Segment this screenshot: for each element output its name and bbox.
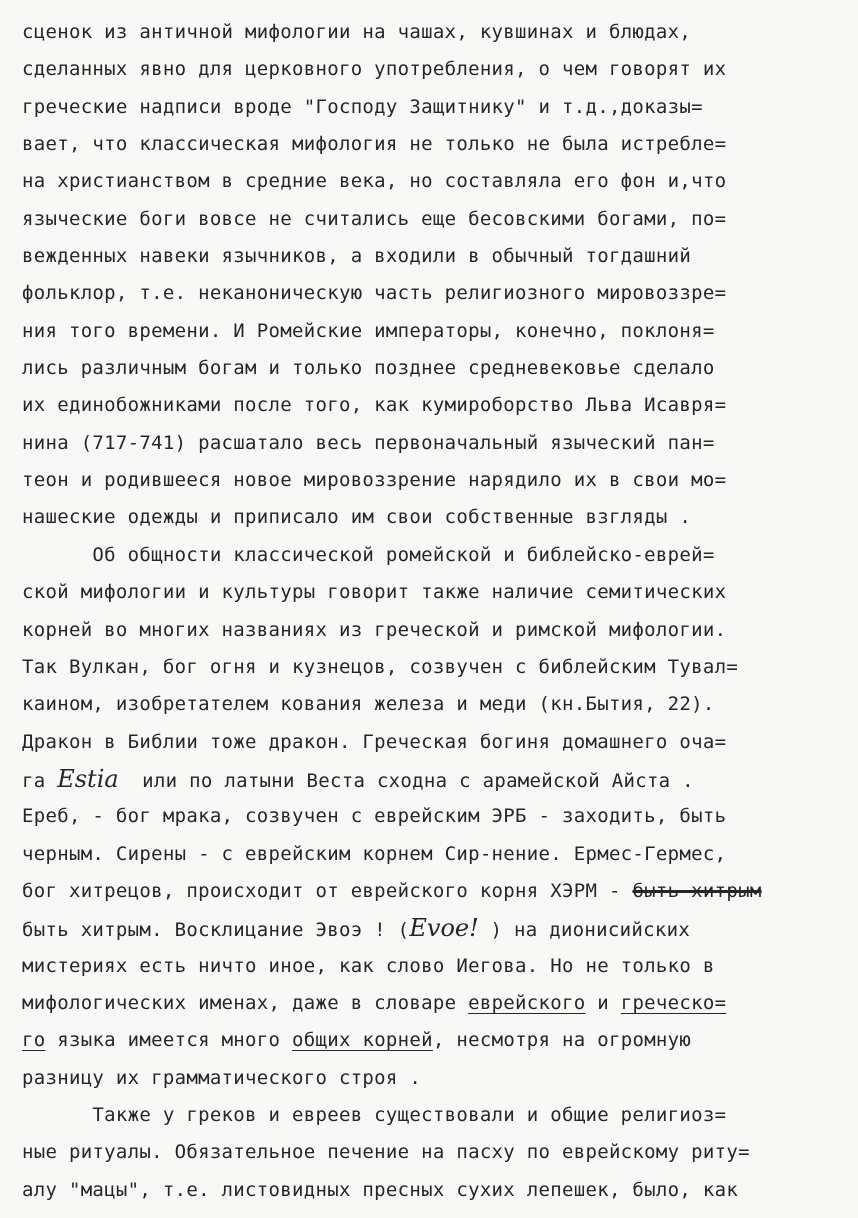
text-line: ской мифологии и культуры говорит также наличие семитических bbox=[22, 581, 727, 604]
text-line: черным. Сирены - с еврейским корнем Сир-нение. Ермес-Гермес, bbox=[22, 842, 727, 865]
text-line: мистериях есть ничто иное, как слово Иегова. Но не только в bbox=[22, 954, 715, 977]
text-line: ные ритуалы. Обязательное печение на пасху по еврейскому риту= bbox=[22, 1141, 750, 1164]
underlined-common-roots: общих корней bbox=[292, 1029, 433, 1052]
underlined-fragment: го bbox=[22, 1029, 46, 1052]
text-line: Дракон в Библии тоже дракон. Греческая богиня домашнего оча= bbox=[22, 730, 727, 753]
hermes-line bbox=[22, 873, 842, 910]
text-fragment: , несмотря на огромную bbox=[432, 1029, 692, 1052]
text-line: алу "мацы", т.е. листовидных пресных сухих лепешек, было, как bbox=[22, 1178, 739, 1201]
text-line: сделанных явно для церковного употребления, о чем говорят их bbox=[22, 58, 727, 81]
text-fragment: быть хитрым. Восклицание Эвоэ ! ( bbox=[22, 919, 410, 942]
text-line: сценок из античной мифологии на чашах, кувшинах и блюдах, bbox=[22, 21, 692, 43]
underlined-greek: греческо= bbox=[620, 991, 727, 1014]
text-line: нина (717-741) расшатало весь первоначальный языческий пан= bbox=[22, 431, 715, 454]
text-line: нашеские одежды и приписало им свои собственные взгляды . bbox=[22, 506, 692, 529]
text-fragment: га bbox=[22, 769, 58, 792]
text-line: греческие надписи вроде "Господу Защитнику" и т.д.,доказы= bbox=[22, 95, 703, 118]
text-line: корней во многих названиях из греческой и римской мифологии. bbox=[22, 618, 727, 641]
text-fragment: бог хитрецов, происходит от еврейского корня ХЭРМ - bbox=[22, 879, 633, 902]
text-line: ния того времени. И Ромейские императоры, конечно, поклоня= bbox=[22, 319, 715, 342]
text-line: на христианством в средние века, но составляла его фон и,что bbox=[22, 170, 727, 193]
vesta-line bbox=[22, 761, 842, 798]
paragraph-start-line: Об общности классической ромейской и библейско-еврей= bbox=[22, 543, 715, 566]
text-line: вежденных навеки язычников, а входили в обычный тогдашний bbox=[22, 245, 692, 268]
text-line: Ереб, - бог мрака, созвучен с еврейским ЭРБ - заходить, быть bbox=[22, 805, 727, 828]
text-line: разницу их грамматического строя . bbox=[22, 1066, 422, 1089]
text-line: их единобожниками после того, как кумироборство Льва Исавря= bbox=[22, 394, 727, 417]
text-line: каином, изобретателем кования железа и меди (кн.Бытия, 22). bbox=[22, 693, 715, 716]
evoe-line bbox=[22, 910, 842, 947]
text-line: лись различным богам и только позднее средневековье сделало bbox=[22, 357, 715, 380]
handwritten-evoe: Evoe! bbox=[409, 914, 479, 943]
text-fragment: мифологических именах, даже в словаре bbox=[22, 991, 469, 1014]
paragraph-start-line: Также у греков и евреев существовали и общие религиоз= bbox=[22, 1103, 727, 1126]
text-line: Так Вулкан, бог огня и кузнецов, созвучен с библейским Тувал= bbox=[22, 655, 739, 678]
text-line: вает, что классическая мифология не только не была истребле= bbox=[22, 133, 727, 156]
text-fragment: ) на дионисийских bbox=[478, 919, 691, 942]
text-line: языческие боги вовсе не считались еще бесовскими богами, по= bbox=[22, 207, 727, 230]
struck-text: быть хитрым bbox=[632, 879, 762, 902]
lexicon-line bbox=[22, 985, 842, 1022]
text-fragment: или по латыни Веста сходна с арамейской Айста . bbox=[118, 769, 694, 792]
underlined-hebrew: еврейского bbox=[468, 991, 586, 1014]
text-fragment: и bbox=[585, 991, 621, 1014]
page-text bbox=[22, 14, 842, 1209]
text-fragment: языка имеется много bbox=[45, 1029, 293, 1052]
text-line: теон и родившееся новое мировоззрение нарядило их в свои мо= bbox=[22, 469, 727, 492]
text-line: фольклор, т.е. неканоническую часть религиозного мировоззре= bbox=[22, 282, 727, 305]
roots-line bbox=[22, 1022, 842, 1059]
handwritten-estia: Estia bbox=[57, 764, 119, 793]
